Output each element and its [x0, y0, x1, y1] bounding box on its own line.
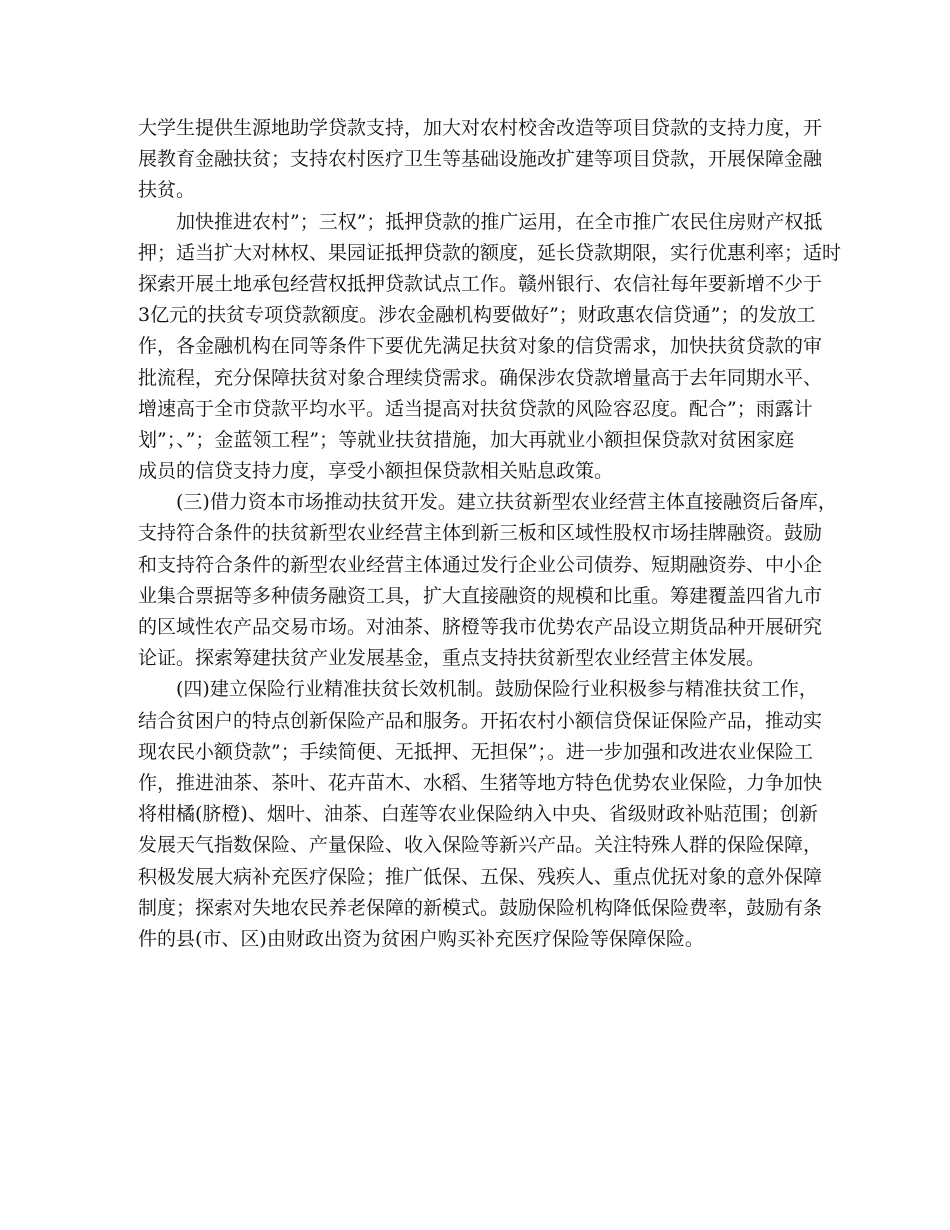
- text-line: 积极发展大病补充医疗保险；推广低保、五保、残疾人、重点优抚对象的意外保障: [138, 865, 823, 888]
- text-line: 支持符合条件的扶贫新型农业经营主体到新三板和区域性股权市场挂牌融资。鼓励: [138, 522, 823, 545]
- text-line: (四)建立保险行业精准扶贫长效机制。鼓励保险行业积极参与精准扶贫工作，: [138, 678, 818, 701]
- text-line: 将柑橘(脐橙)、烟叶、油茶、白莲等农业保险纳入中央、省级财政补贴范围；创新: [138, 803, 818, 826]
- text-line: 作，推进油茶、茶叶、花卉苗木、水稻、生猪等地方特色优势农业保险，力争加快: [138, 771, 823, 794]
- text-line: 划”；、”；金蓝领工程”；等就业扶贫措施，加大再就业小额担保贷款对贫困家庭: [138, 428, 795, 451]
- text-line: 大学生提供生源地助学贷款支持，加大对农村校舍改造等项目贷款的支持力度，开: [138, 117, 823, 139]
- text-line: 件的县(市、区)由财政出资为贫困户购买补充医疗保险等保障保险。: [138, 927, 704, 950]
- text-line: 扶贫。: [138, 179, 196, 202]
- text-line: 3亿元的扶贫专项贷款额度。涉农金融机构要做好”；财政惠农信贷通”；的发放工: [138, 304, 816, 327]
- document-body: [138, 113, 842, 955]
- text-line: 探索开展土地承包经营权抵押贷款试点工作。赣州银行、农信社每年要新增不少于: [138, 272, 823, 295]
- text-line: 的区域性农产品交易市场。对油茶、脐橙等我市优势农产品设立期货品种开展研究: [138, 616, 823, 638]
- text-line: 结合贫困户的特点创新保险产品和服务。开拓农村小额信贷保证保险产品，推动实: [138, 709, 823, 732]
- text-line: 现农民小额贷款”；手续简便、无抵押、无担保”；。进一步加强和改进农业保险工: [138, 740, 813, 763]
- text-line: 制度；探索对失地农民养老保障的新模式。鼓励保险机构降低保险费率，鼓励有条: [138, 896, 823, 919]
- text-line: 和支持符合条件的新型农业经营主体通过发行企业公司债券、短期融资券、中小企: [138, 553, 823, 576]
- text-line: (三)借力资本市场推动扶贫开发。建立扶贫新型农业经营主体直接融资后备库，: [138, 491, 837, 514]
- text-line: 展教育金融扶贫；支持农村医疗卫生等基础设施改扩建等项目贷款，开展保障金融: [138, 148, 823, 171]
- text-line: 增速高于全市贷款平均水平。适当提高对扶贫贷款的风险容忍度。配合”；雨露计: [138, 397, 813, 420]
- text-line: 成员的信贷支持力度，享受小额担保贷款相关贴息政策。: [138, 460, 614, 483]
- text-line: 论证。探索筹建扶贫产业发展基金，重点支持扶贫新型农业经营主体发展。: [138, 647, 766, 670]
- text-line: 批流程，充分保障扶贫对象合理续贷需求。确保涉农贷款增量高于去年同期水平、: [138, 366, 823, 389]
- text-line: 作，各金融机构在同等条件下要优先满足扶贫对象的信贷需求，加快扶贫贷款的审: [138, 335, 823, 358]
- text-line: 押；适当扩大对林权、果园证抵押贷款的额度，延长贷款期限，实行优惠利率；适时: [138, 241, 842, 264]
- text-line: 加快推进农村”；三权”；抵押贷款的推广运用，在全市推广农民住房财产权抵: [138, 210, 823, 233]
- text-line: 发展天气指数保险、产量保险、收入保险等新兴产品。关注特殊人群的保险保障，: [138, 834, 823, 857]
- text-line: 业集合票据等多种债务融资工具，扩大直接融资的规模和比重。筹建覆盖四省九市: [138, 584, 823, 607]
